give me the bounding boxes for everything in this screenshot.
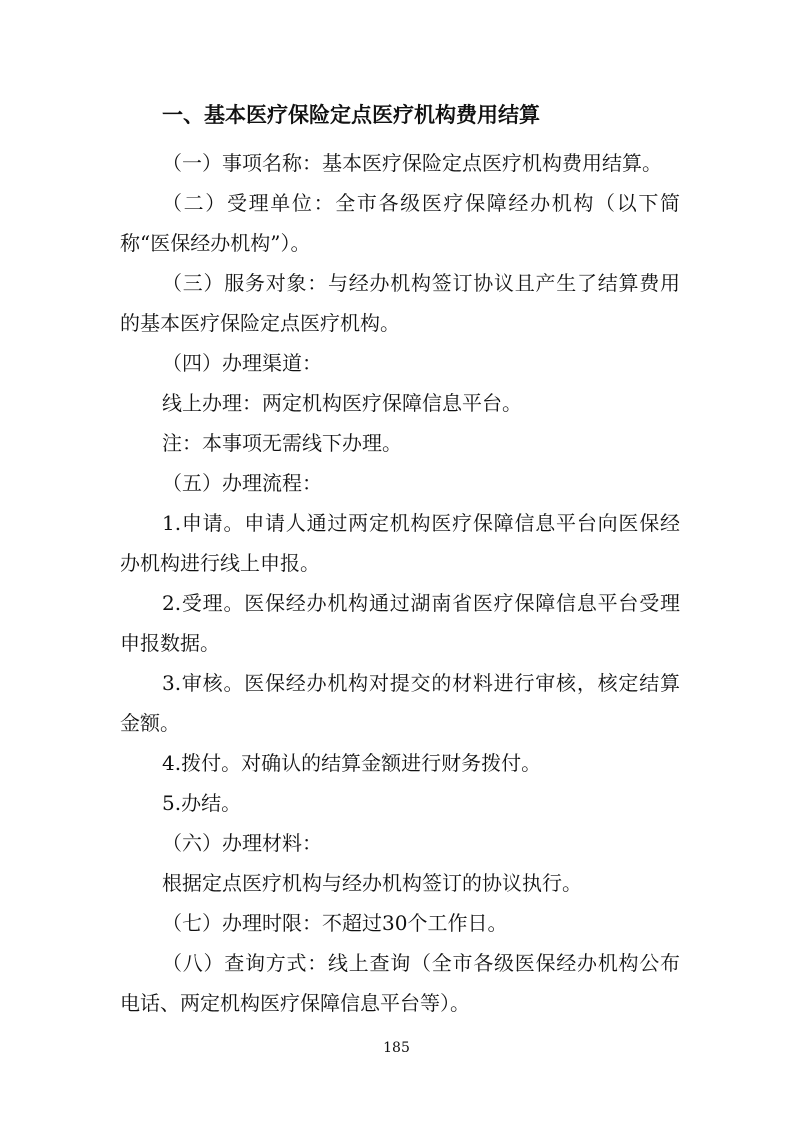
paragraph-process-heading: （五）办理流程： (162, 471, 322, 495)
paragraph-accepting-unit: （二）受理单位：全市各级医疗保障经办机构（以下简称“医保经办机构”）。 (120, 191, 680, 255)
page-number: 185 (383, 1040, 410, 1056)
paragraph-process-payment: 4.拨付。对确认的结算金额进行财务拨付。 (162, 751, 542, 775)
paragraph-materials-heading: （六）办理材料： (162, 831, 322, 855)
paragraph-channel-heading: （四）办理渠道： (162, 351, 322, 375)
paragraph-offline-note: 注：本事项无需线下办理。 (162, 431, 402, 455)
section-heading: 一、基本医疗保险定点医疗机构费用结算 (162, 103, 540, 127)
paragraph-process-complete: 5.办结。 (162, 791, 242, 815)
paragraph-process-accept: 2.受理。医保经办机构通过湖南省医疗保障信息平台受理申报数据。 (120, 591, 680, 655)
paragraph-materials: 根据定点医疗机构与经办机构签订的协议执行。 (162, 871, 582, 895)
paragraph-process-apply: 1.申请。申请人通过两定机构医疗保障信息平台向医保经办机构进行线上申报。 (120, 511, 680, 575)
paragraph-inquiry-method: （八）查询方式：线上查询（全市各级医保经办机构公布电话、两定机构医疗保障信息平台等）。 (120, 951, 680, 1015)
paragraph-online-channel: 线上办理：两定机构医疗保障信息平台。 (162, 391, 522, 415)
paragraph-item-name: （一）事项名称：基本医疗保险定点医疗机构费用结算。 (162, 151, 662, 175)
paragraph-service-target: （三）服务对象：与经办机构签订协议且产生了结算费用的基本医疗保险定点医疗机构。 (120, 271, 680, 335)
paragraph-time-limit: （七）办理时限：不超过30个工作日。 (162, 911, 508, 935)
document-body (120, 143, 680, 1023)
paragraph-process-review: 3.审核。医保经办机构对提交的材料进行审核，核定结算金额。 (120, 671, 680, 735)
